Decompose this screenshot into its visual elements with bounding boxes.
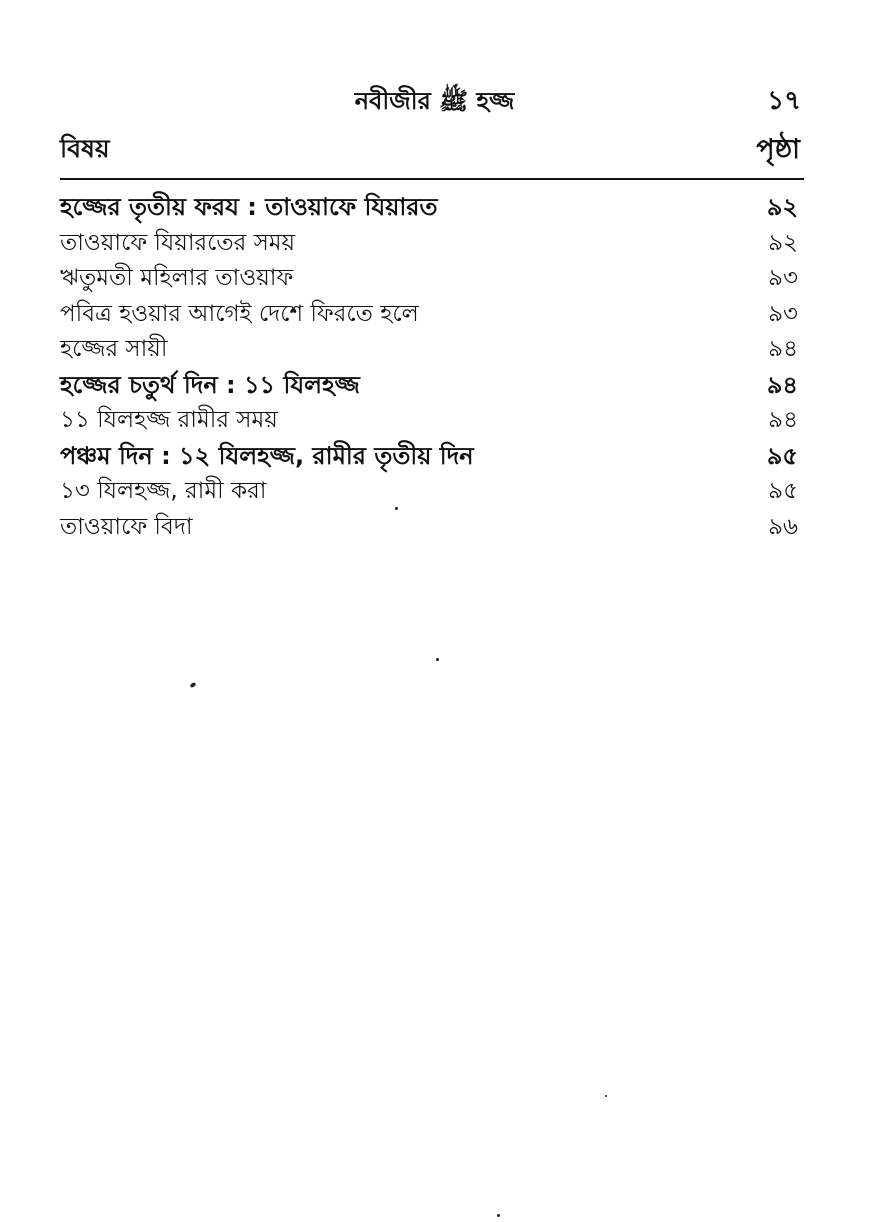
toc-entry — [60, 403, 804, 439]
toc-entry — [60, 297, 804, 333]
toc-entry-page: ৯৫ — [766, 441, 798, 470]
toc-entry-title: তাওয়াফে বিদা — [60, 513, 193, 540]
toc-entry-page: ৯৩ — [768, 265, 798, 291]
toc-entry — [60, 368, 804, 404]
toc-entry-title: পবিত্র হওয়ার আগেই দেশে ফিরতে হলে — [60, 300, 419, 327]
toc-entry-page: ৯৩ — [768, 300, 798, 327]
toc-entry-page: ৯২ — [766, 193, 798, 221]
toc-entry-title: পঞ্চম দিন : ১২ যিলহজ্জ, রামীর তৃতীয় দিন — [60, 441, 474, 470]
toc-column-headings — [60, 134, 804, 180]
toc-entry-page: ৯৪ — [768, 336, 798, 362]
scan-speck — [189, 682, 196, 689]
toc-entry-title: হজ্জের সায়ী — [60, 336, 168, 362]
toc-entry-page: ৯২ — [768, 229, 798, 256]
running-header — [0, 84, 869, 118]
toc-entry-page: ৯৪ — [766, 370, 798, 399]
scan-speck — [497, 1214, 500, 1217]
toc-entry — [60, 510, 804, 546]
book-title: নবীজীর ﷺ হজ্জ — [354, 87, 515, 115]
toc-entry — [60, 226, 804, 262]
toc-entry — [60, 332, 804, 368]
table-of-contents — [60, 190, 804, 545]
scan-speck — [395, 507, 398, 510]
toc-entry-page: ৯৬ — [768, 513, 798, 540]
toc-entry-title: ১৩ যিলহজ্জ, রামী করা — [60, 478, 267, 504]
page-column-heading: পৃষ্ঠা — [756, 134, 800, 165]
toc-entry-title: ১১ যিলহজ্জ রামীর সময় — [60, 407, 278, 433]
toc-entry-title: ঋতুমতী মহিলার তাওয়াফ — [60, 265, 294, 291]
toc-entry-title: তাওয়াফে যিয়ারতের সময় — [60, 229, 296, 256]
subject-column-heading: বিষয় — [60, 134, 110, 163]
scan-speck — [436, 658, 439, 661]
toc-entry — [60, 190, 804, 226]
toc-entry-title: হজ্জের তৃতীয় ফরয : তাওয়াফে যিয়ারত — [60, 193, 438, 221]
toc-entry-page: ৯৫ — [768, 478, 798, 504]
toc-entry-page: ৯৪ — [768, 407, 798, 433]
page-number: ১৭ — [767, 86, 801, 116]
toc-entry — [60, 439, 804, 475]
scan-speck — [605, 1095, 607, 1097]
toc-entry — [60, 261, 804, 297]
toc-entry — [60, 474, 804, 510]
toc-entry-title: হজ্জের চতুর্থ দিন : ১১ যিলহজ্জ — [60, 370, 360, 399]
